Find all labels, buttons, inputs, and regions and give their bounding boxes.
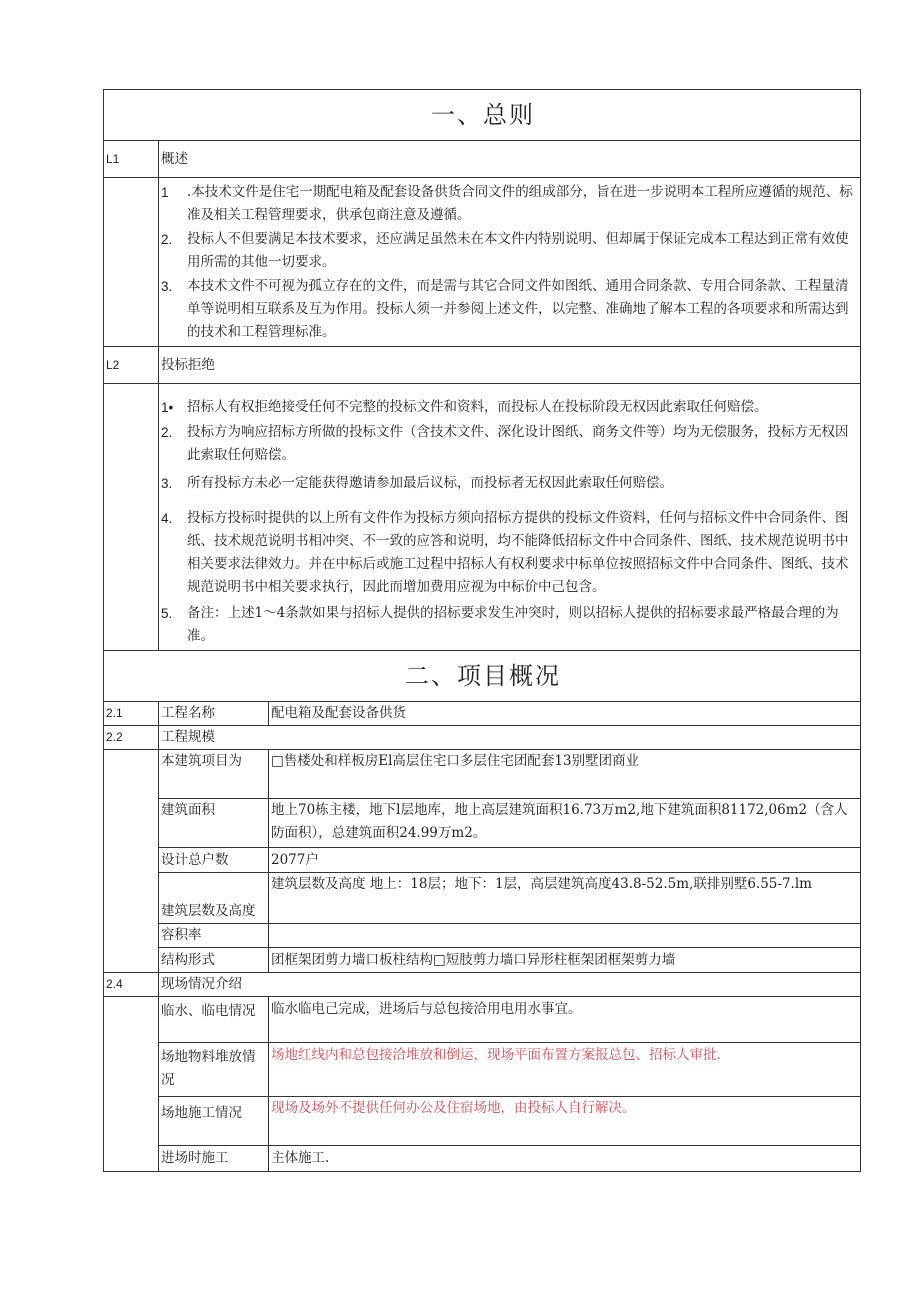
- site-value: 主体施工.: [269, 1146, 861, 1172]
- row-label: 概述: [159, 141, 861, 178]
- scale-value: □售楼处和样板房El高层住宅口多层住宅团配套13别墅团商业: [269, 750, 861, 799]
- site-label: 进场时施工: [159, 1146, 269, 1172]
- section2-title: 二、项目概况: [104, 651, 861, 702]
- site-label: 场地物料堆放情况: [159, 1043, 269, 1097]
- site-row: [104, 1097, 861, 1146]
- row-value: 配电箱及配套设备供货: [269, 702, 861, 726]
- row-number: 2.2: [104, 726, 159, 750]
- list-item: 5. 备注：上述1～4条款如果与招标人提供的招标要求发生冲突时，则以招标人提供的招标要求最严格最合理的为准。: [161, 605, 839, 644]
- reject-content-row: [104, 384, 861, 651]
- section2-title-row: [104, 651, 861, 702]
- scale-value: [269, 924, 861, 948]
- site-value: 临水临电己完成，进场后与总包接洽用电用水事宜。: [269, 997, 861, 1043]
- site-value: 场地红线内和总包接洽堆放和倒运，现场平面布置方案报总包、招标人审批.: [269, 1043, 861, 1097]
- scale-row: [104, 848, 861, 873]
- site-label: 场地施工情况: [159, 1097, 269, 1146]
- scale-label: 容积率: [159, 924, 269, 948]
- row-number: L1: [104, 141, 159, 178]
- list-item: 1 .本技术文件是住宅一期配电箱及配套设备供货合同文件的组成部分，旨在进一步说明本工程所应遵循的规范、标准及相关工程管理要求，供承包商注意及遵循。: [161, 184, 853, 223]
- spec-table: [103, 89, 861, 1172]
- scale-label: 设计总户数: [159, 848, 269, 873]
- scale-value: 地上70栋主楼，地下l层地库，地上高层建筑面积16.73万m2,地下建筑面积81172,06m2（含人防面积），总建筑面积24.99万m2。: [269, 799, 861, 848]
- list-item: 2. 投标方为响应招标方所做的投标文件（含技术文件、深化设计图纸、商务文件等）均为无偿服务，投标方无权因此索取任何赔偿。: [161, 424, 849, 463]
- overview-content-row: [104, 178, 861, 347]
- list-item: 3. 所有投标方未必一定能获得邀请参加最后议标，而投标者无权因此索取任何赔偿。: [161, 475, 673, 491]
- row-2-4: [104, 973, 861, 997]
- scale-row: [104, 750, 861, 799]
- row-label: 工程名称: [159, 702, 269, 726]
- row-label: 现场情况介绍: [159, 973, 861, 997]
- list-item: 2. 投标人不但要满足本技术要求，还应满足虽然未在本文件内特别说明、但却属于保证完成本工程达到正常有效使用所需的其他一切要求。: [161, 231, 849, 270]
- row-l2: [104, 347, 861, 384]
- row-label: 工程规模: [159, 726, 861, 750]
- scale-label: 建筑层数及高度: [159, 873, 269, 924]
- site-row: [104, 1146, 861, 1172]
- reject-content: [159, 384, 861, 651]
- section1-title-row: [104, 90, 861, 141]
- scale-row: [104, 799, 861, 848]
- scale-row: [104, 873, 861, 924]
- list-item: 4. 投标方投标时提供的以上所有文件作为投标方须向招标方提供的投标文件资料，任何与招标文件中合同条件、图纸、技术规范说明书相冲突、不一致的应答和说明，均不能降低招标文件中合同条件、图纸、技术规范说明书中相关要求法律效力。并在中标后或施工过程中招标人有权利要求中标单位按照招标文件中合同条件、图纸、技术规范说明书中相关要求执行，因此而增加费用应视为中标价中己包含。: [161, 510, 849, 595]
- site-row: [104, 1043, 861, 1097]
- row-number: 2.4: [104, 973, 159, 997]
- site-label: 临水、临电情况: [159, 997, 269, 1043]
- scale-row: [104, 924, 861, 948]
- row-l1: [104, 141, 861, 178]
- row-label: 投标拒绝: [159, 347, 861, 384]
- scale-row: [104, 948, 861, 973]
- site-row: [104, 997, 861, 1043]
- list-item: 3. 本技术文件不可视为孤立存在的文件，而是需与其它合同文件如图纸、通用合同条款、专用合同条款、工程量清单等说明相互联系及互为作用。投标人须一并参阅上述文件，以完整、准确地了解本工程的各项要求和所需达到的技术和工程管理标准。: [161, 278, 849, 340]
- scale-label: 结构形式: [159, 948, 269, 973]
- section1-title: 一、总则: [104, 90, 861, 141]
- scale-value: 2077户: [269, 848, 861, 873]
- scale-value: 建筑层数及高度 地上：18层；地下：1层，高层建筑高度43.8-52.5m,联排别墅6.55-7.lm: [269, 873, 861, 924]
- row-number: L2: [104, 347, 159, 384]
- scale-label: 本建筑项目为: [159, 750, 269, 799]
- scale-value: 团框架团剪力墙口板柱结构□短肢剪力墙口异形柱框架团框架剪力墙: [269, 948, 861, 973]
- row-2-1: [104, 702, 861, 726]
- row-number: 2.1: [104, 702, 159, 726]
- scale-label: 建筑面积: [159, 799, 269, 848]
- site-value: 现场及场外不提供任何办公及住宿场地，由投标人自行解决。: [269, 1097, 861, 1146]
- overview-content: [159, 178, 861, 347]
- list-item: 1• 招标人有权拒绝接受任何不完整的投标文件和资料，而投标人在投标阶段无权因此索取任何赔偿。: [161, 399, 768, 415]
- row-2-2: [104, 726, 861, 750]
